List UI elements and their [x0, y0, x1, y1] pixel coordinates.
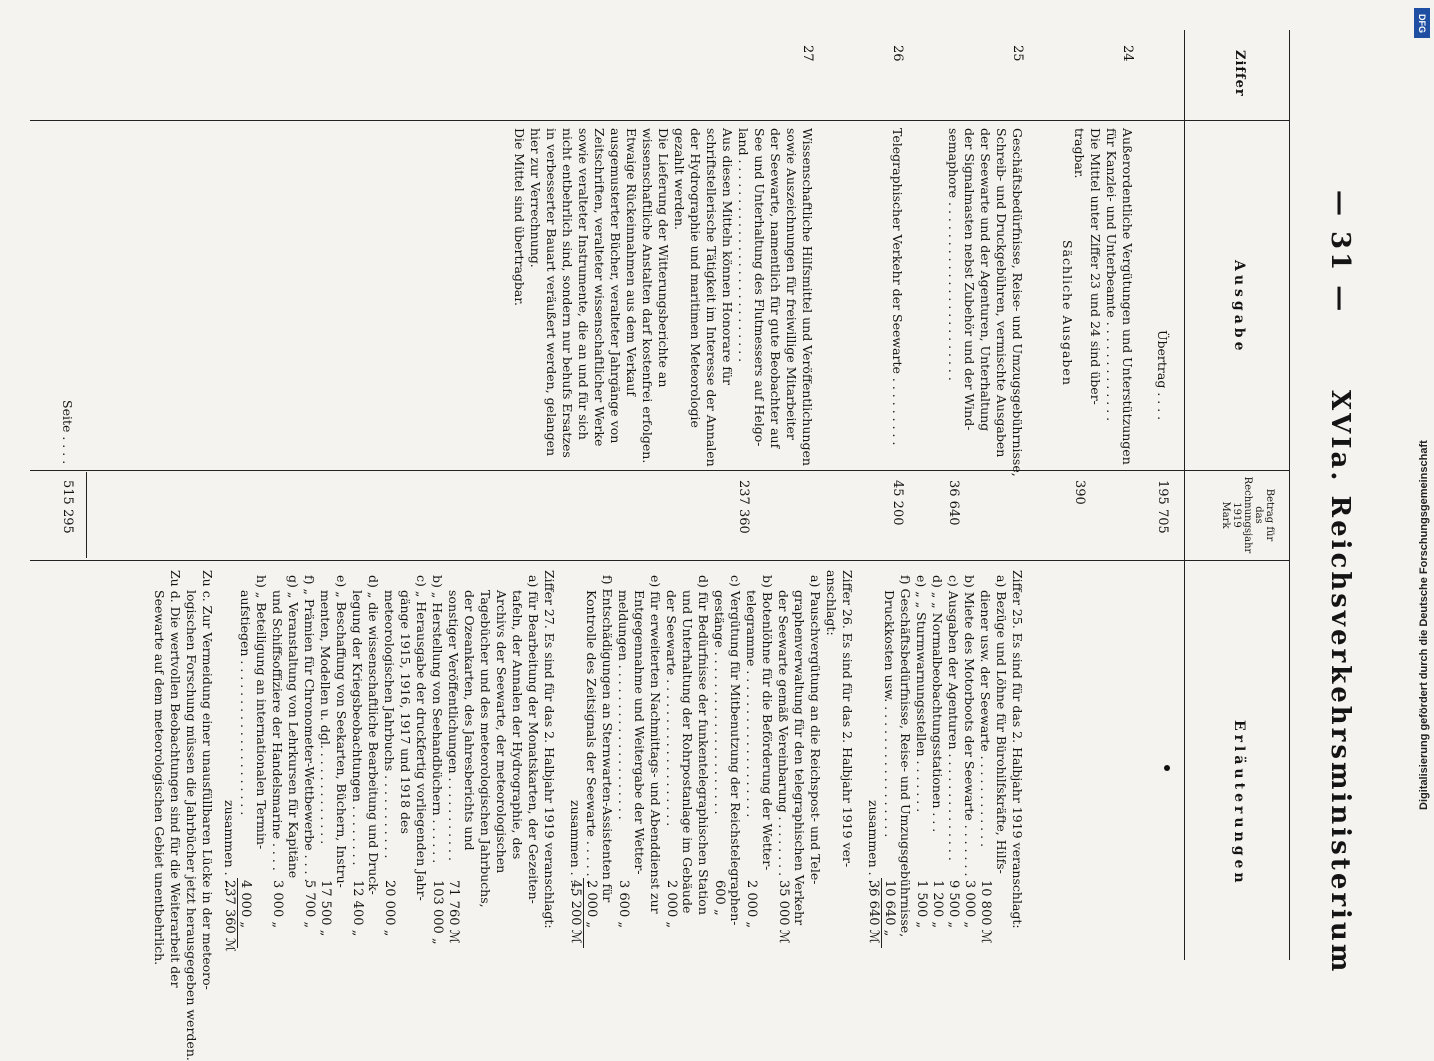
erl-item-line: d) für Bedürfnisse der funkentelegraphischen Station	[696, 575, 711, 915]
sum-rule	[881, 878, 882, 948]
ausgabe-line: land . . . . . . . . . . . . . . . . . . . . . . . . . .	[736, 128, 751, 363]
ausgabe-line: wissenschaftliche Anstalten darf kostenfrei erfolgen.	[640, 128, 655, 464]
sum-rule	[237, 878, 238, 948]
digitization-note: Digitalisierung gefördert durch die Deutsche Forschungsgemeinschaft	[1418, 440, 1430, 810]
ausgabe-line: Die Mittel unter Ziffer 23 und 24 sind über-	[1088, 128, 1103, 405]
erl-item-amount: 103 000 „	[430, 880, 445, 945]
erl-item-amount: 600 „	[712, 880, 727, 916]
erl-note: Seewarte auf dem meteorologischen Gebiet unentbehrlich.	[152, 590, 167, 966]
erl-intro: anschlagt:	[824, 570, 839, 636]
row-betrag: 45 200	[890, 480, 905, 526]
col-header-erlaeuterungen: Erläuterungen	[1231, 720, 1247, 887]
seite-label: Seite . . . .	[60, 400, 75, 465]
erl-item-line: meldungen . . . . . . . . . . . . . . . . . . . .	[616, 590, 631, 820]
erl-item-line: gänge 1915, 1916, 1917 und 1918 des	[398, 590, 413, 834]
erl-item-line: a) Bezüge und Löhne für Bürohilfskräfte, Hilfs-	[994, 575, 1009, 874]
erl-item-line: c) Ausgaben der Agenturen . . . . . . . . . . . . . .	[946, 575, 961, 861]
col-rule-ziffer	[30, 120, 1290, 121]
erl-item-line: diener usw. der Seewarte . . . . . . . . . . . .	[978, 590, 993, 848]
betrag-header-line: das	[1253, 506, 1264, 524]
erl-item-amount: 10 640 „	[882, 880, 897, 937]
erl-item-line: e) „ „ Sturmwarnungsstellen . . . . . . .	[914, 575, 929, 813]
col-header-betrag	[1220, 472, 1275, 558]
erl-item-line: tafeln, der Annalen der Hydrographie, des	[510, 590, 525, 860]
erl-item-amount: 2 000 „	[664, 880, 679, 929]
erl-item-line: sonstiger Veröffentlichungen . . . . . . . . . . .	[446, 590, 461, 861]
erl-item-line: Druckkosten usw. . . . . . . . . . . . . . . . . .	[882, 590, 897, 838]
betrag-header-line: Rechnungsjahr	[1242, 476, 1253, 554]
erl-item-line: c) Vergütung für Mitbenutzung der Reichstelegraphen-	[728, 575, 743, 926]
seite-rule	[86, 472, 87, 558]
ausgabe-line: der Seewarte, namentlich für gute Beobachter auf	[768, 128, 783, 449]
ausgabe-line: sowie Auszeichnungen für freiwillige Mitarbeiter	[784, 128, 799, 440]
erl-item-line: d) „ „ Normalbeobachtungsstationen . . .	[930, 575, 945, 833]
erl-item-line: b) Botenlöhne für die Beförderung der Wetter-	[760, 575, 775, 871]
erl-item-line: meteorologischen Jahrbuchs . . . . . . . . . . .	[382, 590, 397, 859]
ausgabe-line: Etwaige Rückeinnahmen aus dem Verkauf	[624, 128, 639, 397]
erl-item-line: Kontrolle des Zeitsignals der Seewarte . . . . . .	[584, 590, 599, 885]
erl-item-amount: 12 400 „	[350, 880, 365, 937]
ausgabe-line: der Seewarte und der Agenturen, Unterhaltung	[978, 128, 993, 432]
col-header-ausgabe: Ausgabe	[1231, 260, 1247, 355]
ausgabe-line: Außerordentliche Vergütungen und Unterstützungen	[1120, 128, 1135, 465]
erl-item-amount: 71 760 ℳ	[446, 880, 461, 944]
betrag-header-line: 1919	[1231, 502, 1242, 528]
ausgabe-line: tragbar.	[1072, 128, 1087, 179]
erl-total: 45 200 ℳ	[568, 880, 583, 944]
erl-item-line: a) für Bearbeitung der Monatskarten, der Gezeiten-	[526, 575, 541, 904]
erl-intro: Ziffer 27. Es sind für das 2. Halbjahr 1919 veranschlagt:	[542, 570, 557, 929]
erl-item-amount: 5 700 „	[302, 880, 317, 929]
erl-item-line: f) „ Prämien für Chronometer-Wettbewerbe . . . .	[302, 575, 317, 883]
table-top-rule	[1289, 30, 1290, 960]
erl-total: 36 640 ℳ	[866, 880, 881, 944]
table-header-rule	[1184, 30, 1185, 960]
erl-item-line: b) „ Herstellung von Seehandbüchern . . . . . .	[430, 575, 445, 864]
ausgabe-line: der Signalmasten nebst Zubehör und der Wind-	[962, 128, 977, 431]
ausgabe-line: Sächliche Ausgaben	[1060, 240, 1075, 386]
erl-total: 237 360 ℳ	[222, 880, 237, 952]
ausgabe-line: für Kanzlei- und Unterbeamte . . . . . . . . . . . . .	[1104, 128, 1119, 422]
ausgabe-line: gezahlt werden.	[672, 128, 687, 230]
sum-rule	[583, 878, 584, 948]
erl-item-amount: 4 000 „	[238, 880, 253, 929]
ausgabe-line: hier zur Verrechnung.	[528, 128, 543, 268]
erl-note: Zu c. Zur Vermeidung einer unausfüllbaren Lücke in der meteoro-	[200, 570, 215, 990]
erl-item-line: d) „ die wissenschaftliche Bearbeitung und Druck-	[366, 575, 381, 895]
row-ziffer: 25	[1010, 45, 1025, 62]
ausgabe-line: sowie veralteter Instrumente, die an und für sich	[576, 128, 591, 440]
erl-item-line: der Ozeankarten, des Jahresberichts und	[462, 590, 477, 851]
row-ziffer: 24	[1120, 45, 1135, 62]
row-ziffer: 26	[890, 45, 905, 62]
erl-item-line: der Seewarte . . . . . . . . . . . . . . . . . . .	[664, 590, 679, 827]
ausgabe-line: Telegraphischer Verkehr der Seewarte . . . . . . . . .	[890, 128, 905, 446]
ausgabe-line: Schreib- und Druckgebühren, vermischte Ausgaben	[994, 128, 1009, 458]
erl-item-line: und Unterhaltung der Rohrpostanlage im Gebäude	[680, 590, 695, 914]
betrag-header-line: Betrag für	[1264, 488, 1275, 542]
erl-item-line: menten, Modellen u. dgl. . . . . . . . . . . . .	[318, 590, 333, 845]
erl-item-amount: 17 500 „	[318, 880, 333, 937]
erl-item-line: e) „ Beschaffung von Seekarten, Büchern, Instru-	[334, 575, 349, 888]
ausgabe-line: nicht entbehrlich sind, sondern nur behufs Ersatzes	[560, 128, 575, 458]
erl-item-line: aufstiegen . . . . . . . . . . . . . . . . . . . .	[238, 590, 253, 816]
erl-item-line: graphenverwaltung für den telegraphischen Verkehr	[792, 590, 807, 926]
erl-item-line: und Schiffsoffiziere der Handelsmarine . . . .	[270, 590, 285, 871]
erl-item-line: c) „ Herausgabe der druckfertig vorliegenden Jahr-	[414, 575, 429, 901]
erl-item-line: Entgegennahme und Weitergabe der Wetter-	[632, 590, 647, 875]
erl-item-line: telegramme . . . . . . . . . . . . . . . . . . .	[744, 590, 759, 818]
erl-intro: Ziffer 25. Es sind für das 2. Halbjahr 1919 veranschlagt:	[1010, 570, 1025, 929]
row-betrag: 195 705	[1155, 480, 1170, 534]
row-betrag: 237 360	[736, 480, 751, 534]
erl-item-amount: 3 000 „	[962, 880, 977, 929]
erl-item-line: e) für erweiterten Nachmittags- und Abenddienst zur	[648, 575, 663, 914]
erl-item-line: Archivs der Seewarte, der meteorologischen	[494, 590, 509, 874]
ausgabe-line: Die Lieferung der Witterungsberichte an	[656, 128, 671, 388]
erl-item-line: legung der Kriegsbeobachtungen . . . . . . . .	[350, 590, 365, 866]
erl-total-label: zusammen . . .	[866, 800, 881, 892]
ausgabe-line: der Hydrographie und maritimen Meteorologie	[688, 128, 703, 428]
seite-total: 515 295	[60, 480, 75, 534]
ausgabe-line: Geschäftsbedürfnisse, Reise- und Umzugsgebührnisse,	[1010, 128, 1025, 477]
erl-note: logischen Forschung müssen die Jahrbücher jetzt herausgegeben werden.	[184, 590, 199, 1061]
page-number: — 31 —	[1325, 190, 1355, 315]
erl-item-line: gestänge . . . . . . . . . . . . . . . . . . . . .	[712, 590, 727, 815]
ausgabe-line: ausgemusterter Bücher, veralteter Jahrgänge von	[608, 128, 623, 444]
erl-item-amount: 1 500 „	[914, 880, 929, 929]
col-header-ziffer: Ziffer	[1232, 50, 1247, 97]
erl-intro: Ziffer 26. Es sind für das 2. Halbjahr 1919 ver-	[840, 570, 855, 868]
ausgabe-line: Übertrag . . . .	[1155, 330, 1170, 421]
ink-blot	[1164, 765, 1170, 771]
ausgabe-line: semaphore . . . . . . . . . . . . . . . . . . . . . . .	[946, 128, 961, 381]
erl-note: Zu d. Die wertvollen Beobachtungen sind für die Weiterarbeit der	[168, 570, 183, 988]
ausgabe-line: See und Unterhaltung des Flutmessers auf Helgo-	[752, 128, 767, 447]
row-ziffer: 27	[800, 45, 815, 62]
ausgabe-line: schriftstellerische Tätigkeit im Interesse der Annalen	[704, 128, 719, 467]
erl-total-label: zusammen . . .	[568, 800, 583, 892]
erl-item-amount: 35 000 ℳ	[776, 880, 791, 944]
row-betrag: 36 640	[946, 480, 961, 526]
erl-item-amount: 1 200 „	[930, 880, 945, 929]
col-rule-betrag	[30, 560, 1290, 561]
erl-item-amount: 9 500 „	[946, 880, 961, 929]
erl-item-amount: 20 000 „	[382, 880, 397, 937]
erl-total-label: zusammen . . .	[222, 800, 237, 892]
ausgabe-line: Zeitschriften, veralteter wissenschaftlicher Werke	[592, 128, 607, 447]
ausgabe-line: Wissenschaftliche Hilfsmittel und Veröffentlichungen	[800, 128, 815, 466]
col-rule-ausgabe	[30, 470, 1290, 471]
row-betrag: 390	[1072, 480, 1087, 505]
erl-item-line: b) Miete des Motorboots der Seewarte . . . . . . .	[962, 575, 977, 877]
erl-item-amount: 10 800 ℳ	[978, 880, 993, 944]
erl-item-amount: 2 000 „	[584, 880, 599, 929]
ausgabe-line: Aus diesen Mitteln können Honorare für	[720, 128, 735, 386]
erl-item-line: f) Entschädigungen an Sternwarten-Assistenten für	[600, 575, 615, 903]
erl-item-amount: 3 600 „	[616, 880, 631, 929]
erl-item-amount: 2 000 „	[744, 880, 759, 929]
dfg-logo: DFG	[1414, 8, 1430, 38]
erl-item-line: der Seewarte gemäß Vereinbarung . . . . . . . .	[776, 590, 791, 877]
erl-item-line: Tagebücher und des meteorologischen Jahrbuchs,	[478, 590, 493, 908]
erl-item-line: g) „ Veranstaltung von Lehrkursen für Kapitäne	[286, 575, 301, 879]
erl-item-line: h) „ Beteiligung an internationalen Termin-	[254, 575, 269, 850]
betrag-header-line: Mark	[1220, 501, 1231, 529]
chapter-title: XVIa. Reichsverkehrsministerium	[1325, 390, 1355, 975]
erl-item-line: f) Geschäftsbedürfnisse, Reise- und Umzugsgebührnisse,	[898, 575, 913, 938]
ausgabe-line: in verbesserter Bauart veräußert werden, gelangen	[544, 128, 559, 457]
erl-item-amount: 3 000 „	[270, 880, 285, 929]
ausgabe-line: Die Mittel sind übertragbar.	[512, 128, 527, 306]
erl-item-line: a) Pauschvergütung an die Reichspost- und Tele-	[808, 575, 823, 885]
